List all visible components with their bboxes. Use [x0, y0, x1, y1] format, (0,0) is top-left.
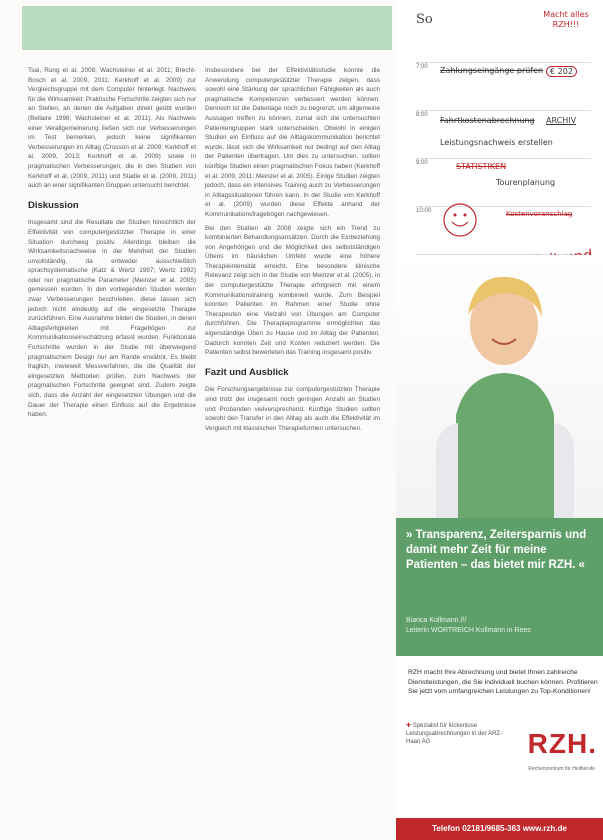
quote-company: Leiterin WORTREICH Kollmann in Rees [406, 627, 531, 634]
handwritten-note: STATISTIKEN [456, 162, 507, 171]
time-label: 8:00 [416, 112, 428, 118]
handwritten-note: € 202 [546, 66, 577, 77]
handwritten-macht-alles: Macht alles RZH!!! [543, 10, 589, 29]
rzh-logo: RZH. [527, 728, 597, 759]
article-paragraph: Die Forschungsergebnisse zur computergestützten Therapie sind trotz der insgesamt noch geringen Anzahl an Studien und Probanden vielversprechend. Künftige Studien sollten sowohl den Transfer in den Alltag als auch die Effektivität im Vergleich mit klassischen Therapieformen untersuchen. [205, 386, 380, 432]
quote-name: Bianca Kollmann /// [406, 617, 467, 624]
partner-mark [406, 722, 506, 746]
article-paragraph: Insbesondere bei der Effektivitätsstudie konnte die Anwendung computergestützter Therapie zeigen, dass sowohl eine Stärkung der sprachlichen Fähigkeiten als auch pragmatische Kompetenzen verbessert werden können. Dennoch ist die Datenlage noch zu begrenzt, um allgemeine Aussagen treffen zu können, zumal sich die untersuchten Patientengruppen stark unterscheiden. Obwohl in einigen Studien ein Einfluss auf die Alltagskommunikation berichtet wurde, lässt sich die Wirksamkeit nur bedingt auf den Alltag der Patienten übertragen. Um dies zu untersuchen, sollten künftige Studien einen pragmatischen Fokus haben (Kerkhoff et al. 2009, 2011; Meinzer et al. 2005). Einige Studien zeigten jedoch, dass ein intensives Training auch zu Verbesserungen in Alltagssituationen führen kann. In der Studie von Kerkhoff et al. (2009) wurden diese Effekte anhand der Kommunikationsfragebögen nachgewiesen. [205, 67, 380, 218]
article-paragraph: Tsai, Rung et al. 2008; Wachsteiner et al. 2011; Brecht-Bosch et al. 2009, 2011; Kerkhoff et al. 2009) zur Vergleichsgruppe mit dem Computer hinterlegt. Nachweis für die Wirksamkeit: Praktische Fortschritte zeigten sich nur an Stellen, an denen die Aufgaben direkt geübt wurden (Bellaire 1998; Wachsteiner et al. 2011). Als Nachweis einer Verallgemeinerung ließen sich nur Verbesserungen im Test bemerken, jedoch keine signifikanten Verbesserungen im Alltag (Crosson et al. 2009; Kerkhoff et al. 2009, 2013; Kerkhoff et al. 2009) sowie in pragmatischen Verbesserungen, die in den Studien von Kerkhoff et al. (2009, 2011) und Stadie et al. (2009, 2011) auch an einer signifikanten Gruppen untersucht berichtet. [28, 67, 196, 190]
logo-tagline: Rechenzentrum für Heilberufe [528, 766, 595, 772]
article-left-column [28, 66, 196, 424]
handwritten-note: Fahrtkostenabrechnung [440, 116, 535, 125]
doodle-icon [440, 200, 480, 240]
time-label: 10:00 [416, 208, 432, 214]
time-line [416, 158, 591, 159]
testimonial-quote: » Transparenz, Zeitersparnis und damit mehr Zeit für meine Patienten – das bietet mir RZH. « [406, 529, 587, 571]
section-heading-diskussion: Diskussion [28, 199, 79, 211]
handwritten-note: Leistungsnachweis erstellen [440, 138, 553, 147]
ad-info-text: RZH macht Ihre Abrechnung und bietet Ihnen zahlreiche Dienstleistungen, die Sie individuell buchen können. Profitieren Sie jetzt vom umfangreichen Leistungen zu Top-Konditionen! [408, 669, 598, 695]
logo-row [406, 722, 601, 782]
article-middle-column [205, 66, 380, 437]
handwritten-note: Kostenvoranschlag [506, 210, 573, 218]
time-label: 7:00 [416, 64, 428, 70]
rzh-advertisement [396, 0, 603, 840]
time-line [416, 62, 591, 63]
partner-icon: ✚ [406, 723, 413, 729]
portrait-photo [396, 255, 603, 520]
contact-footer: Telefon 02181/9685-363 www.rzh.de [396, 818, 603, 840]
time-label: 9:00 [416, 160, 428, 166]
quote-attribution [406, 616, 531, 636]
article-paragraph: Bei den Studien ab 2008 zeigte sich ein Trend zu kombinierten Behandlungsansätzen. Durch die Einbeziehung von Angehörigen und die Möglichkeit des selbstständigen Übens im häuslichen Umfeld wurde eine höhere Therapieintensität erreicht. Eine besondere klinische Relevanz zeigt sich in der Studie von Meinzer et al. (2005), in der computergestützte Therapie erfolgreich mit einem Kommunikationstraining kombiniert wurde. Zum Beispiel konnten Patienten im Rahmen einer Studie ohne Therapeuten eine Vielzahl von Übungen am Computer durchführen. Die Therapieprogramme ermöglichten das eigenständige Üben zu Hause und im Alltag der Patienten. Dadurch konnten Zeit und Kosten reduziert werden. Die Patienten selbst bewerteten das Training insgesamt positiv. [205, 224, 380, 357]
time-line [416, 110, 591, 111]
handwritten-note: Tourenplanung [496, 178, 556, 187]
article-paragraph: Insgesamt sind die Resultate der Studien hinsichtlich der Effektivität von computergestützter Therapie in einer Situation durchweg positiv. Allerdings bleiben die Wirksamkeitsnachweise in der Mehrheit der Studien unvollständig, da entweder ausschließlich sprachsystematische (Katz & Wertz 1997; Wertz 1992) oder nur pragmatische Parameter (Meinzer et al. 2005) gemessen wurden. In den vorliegenden Studien werden zwar Verbesserungen beschrieben, diese lassen sich jedoch nicht eindeutig auf die eingesetzte Therapie zurückführen. Eine Ausnahme bilden die Studien, in denen Alltagsfertigkeiten mit Fragebögen zur Kommunikationseinschätzung erfasst wurden. Funktionale Fortschritte wurden in der Studie mit überwiegend pragmatischem Design nur am Rande erwähnt. Es bleibt fraglich, inwieweit Messverfahren, die die Qualität der eingesetzten Methoden prüfen, zum Nachweis der pragmatischen Fortschritte geeignet sind. Zudem zeigte sich, dass die Anzahl der eingesetzten Übungen und die Dauer der Therapie einen Einfluss auf die Ergebnisse haben. [28, 219, 196, 419]
header-color-band [22, 6, 392, 50]
handwritten-note: Zahlungseingänge prüfen [440, 66, 544, 75]
woman-portrait-image [396, 255, 603, 520]
day-label: So [416, 12, 433, 27]
handwritten-note: ARCHIV [546, 116, 577, 125]
section-heading-fazit: Fazit und Ausblick [205, 366, 289, 378]
quote-box [396, 518, 603, 656]
partner-text: Spezialist für lückenlose Leistungsabrechnungen in der ARZ-Haan AG [406, 723, 503, 745]
